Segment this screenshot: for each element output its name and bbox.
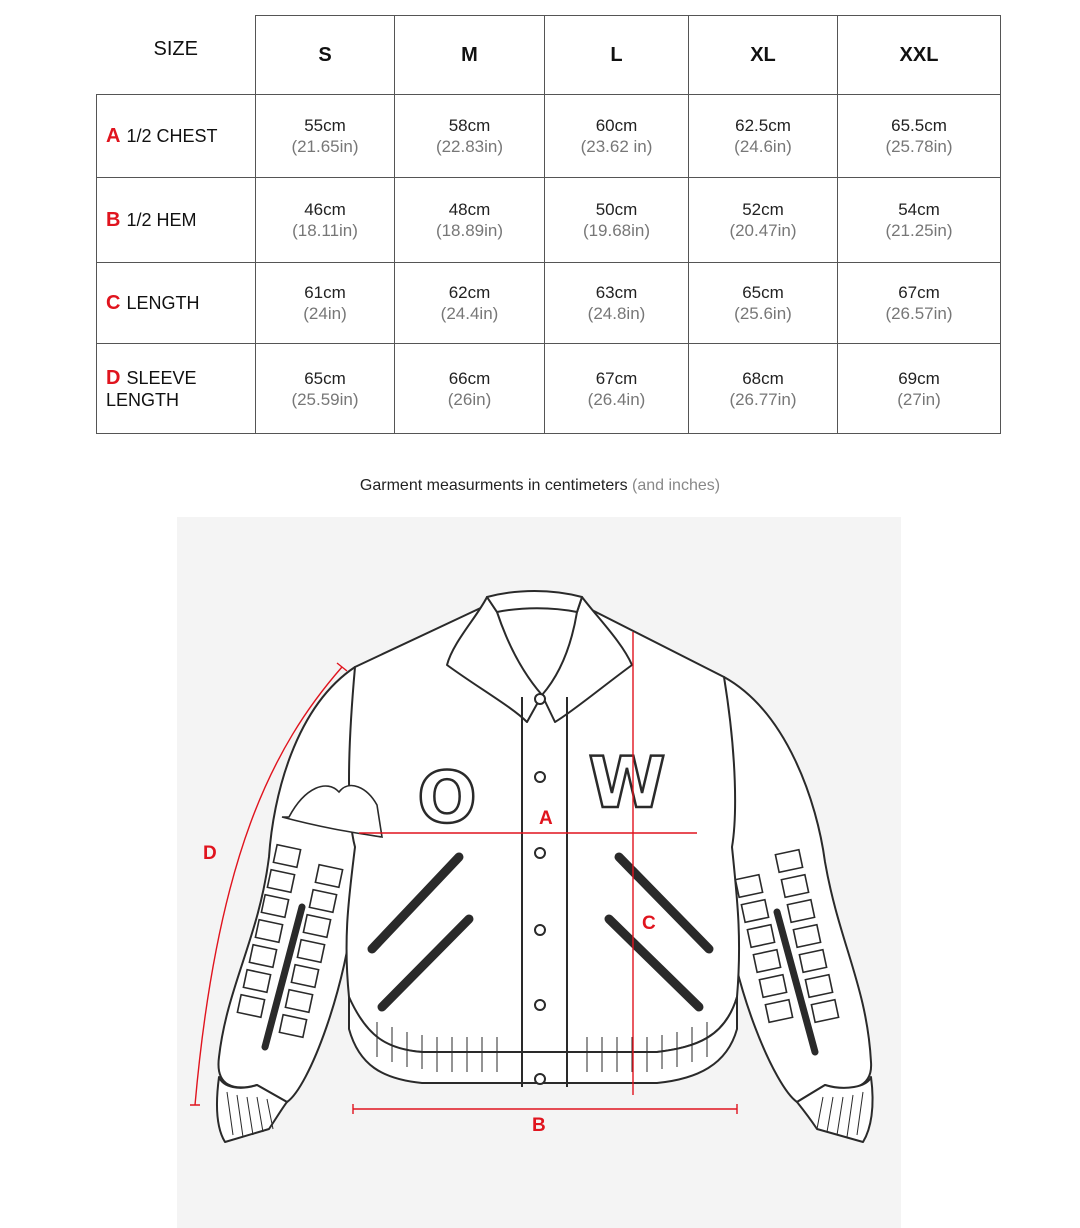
hem-measure-line xyxy=(353,1104,737,1114)
value-in: (22.83in) xyxy=(435,137,504,156)
value-cm: 46cm xyxy=(304,200,346,219)
value-in: (26in) xyxy=(447,389,492,409)
length-xl-cell xyxy=(689,263,838,344)
hem-m-cell xyxy=(395,178,545,263)
measurement-caption xyxy=(0,477,1080,495)
value-cm: 65.5cm xyxy=(891,116,947,135)
hem-row-label xyxy=(97,178,256,263)
value-in: (18.11in) xyxy=(292,221,358,240)
sleeve-s-cell xyxy=(256,344,395,434)
value-cm: 67cm xyxy=(595,368,638,388)
length-l-cell xyxy=(545,263,689,344)
value-cm: 65cm xyxy=(742,283,784,302)
chest-row xyxy=(97,95,1001,178)
value-in: (24.4in) xyxy=(440,304,499,323)
length-s-cell xyxy=(256,263,395,344)
chest-xxl-cell xyxy=(838,95,1001,178)
sleeve-xxl-cell xyxy=(838,344,1001,434)
size-header-row xyxy=(97,16,1001,95)
hem-s-cell xyxy=(256,178,395,263)
sleeve-row-label xyxy=(97,344,256,434)
value-cm: 69cm xyxy=(898,368,940,388)
sleeve-xl-cell xyxy=(689,344,838,434)
value-in: (24.8in) xyxy=(587,304,646,323)
collar-band xyxy=(487,591,582,612)
value-in: (24in) xyxy=(303,304,347,323)
hem-xl-cell xyxy=(689,178,838,263)
chest-l-cell xyxy=(545,95,689,178)
value-in: (26.57in) xyxy=(885,304,953,323)
hem-xxl-cell xyxy=(838,178,1001,263)
hem-letter: B xyxy=(106,208,121,231)
length-name: LENGTH xyxy=(126,292,200,313)
value-cm: 65cm xyxy=(304,368,346,388)
value-cm: 58cm xyxy=(448,116,491,135)
value-in: (26.77in) xyxy=(729,389,797,409)
length-row xyxy=(97,263,1001,344)
sleeve-name: SLEEVE xyxy=(126,367,197,388)
chest-m-cell xyxy=(395,95,545,178)
chest-patch-w: W xyxy=(588,742,666,824)
length-row-label xyxy=(97,263,256,344)
hem-row xyxy=(97,178,1001,263)
chest-s-cell xyxy=(256,95,395,178)
sleeve-l-cell xyxy=(545,344,689,434)
value-in: (19.68in) xyxy=(582,221,651,240)
value-in: (25.59in) xyxy=(291,389,359,409)
label-d: D xyxy=(203,843,217,864)
value-in: (18.89in) xyxy=(435,221,504,240)
length-m-cell xyxy=(395,263,545,344)
chest-xl-cell xyxy=(689,95,838,178)
value-in: (27in) xyxy=(897,389,941,409)
value-in: (24.6in) xyxy=(734,137,792,156)
value-in: (21.65in) xyxy=(291,137,359,156)
sleeve-row xyxy=(97,344,1001,434)
jacket-diagram xyxy=(177,517,901,1228)
size-m-header: M xyxy=(395,16,545,95)
value-in: (25.6in) xyxy=(734,304,792,323)
chest-row-label xyxy=(97,95,256,178)
size-xl-header: XL xyxy=(689,16,838,95)
value-cm: 60cm xyxy=(595,116,638,135)
label-a: A xyxy=(539,808,553,829)
value-in: (23.62 in) xyxy=(580,137,653,156)
value-in: (25.78in) xyxy=(885,137,953,156)
chest-patch-o: O xyxy=(417,757,477,839)
value-cm: 68cm xyxy=(742,368,784,388)
hem-l-cell xyxy=(545,178,689,263)
value-cm: 52cm xyxy=(742,200,784,219)
sleeve-name-line2: LENGTH xyxy=(106,389,180,410)
value-cm: 67cm xyxy=(898,283,940,302)
sleeve-letter: D xyxy=(106,366,121,389)
label-b: B xyxy=(532,1115,546,1136)
caption-muted: (and inches) xyxy=(632,477,721,494)
chest-letter: A xyxy=(106,124,121,147)
value-in: (21.25in) xyxy=(885,221,953,240)
value-cm: 55cm xyxy=(304,116,346,135)
size-l-header: L xyxy=(545,16,689,95)
chest-name: 1/2 CHEST xyxy=(126,125,218,146)
length-xxl-cell xyxy=(838,263,1001,344)
value-cm: 66cm xyxy=(448,368,491,388)
sleeve-m-cell xyxy=(395,344,545,434)
value-cm: 48cm xyxy=(448,200,491,219)
size-xxl-header: XXL xyxy=(838,16,1001,95)
value-cm: 50cm xyxy=(595,200,638,219)
caption-main: Garment measurments in centimeters xyxy=(359,477,628,494)
value-in: (26.4in) xyxy=(587,389,646,409)
length-letter: C xyxy=(106,291,121,314)
value-cm: 54cm xyxy=(898,200,940,219)
value-cm: 63cm xyxy=(595,283,638,302)
value-cm: 61cm xyxy=(304,283,346,302)
value-cm: 62.5cm xyxy=(735,116,791,135)
value-in: (20.47in) xyxy=(729,221,797,240)
label-c: C xyxy=(642,913,656,934)
size-s-header: S xyxy=(256,16,395,95)
value-cm: 62cm xyxy=(448,283,491,302)
size-chart-table xyxy=(96,15,1001,434)
hem-name: 1/2 HEM xyxy=(126,209,197,230)
size-column-title: SIZE xyxy=(97,16,256,95)
